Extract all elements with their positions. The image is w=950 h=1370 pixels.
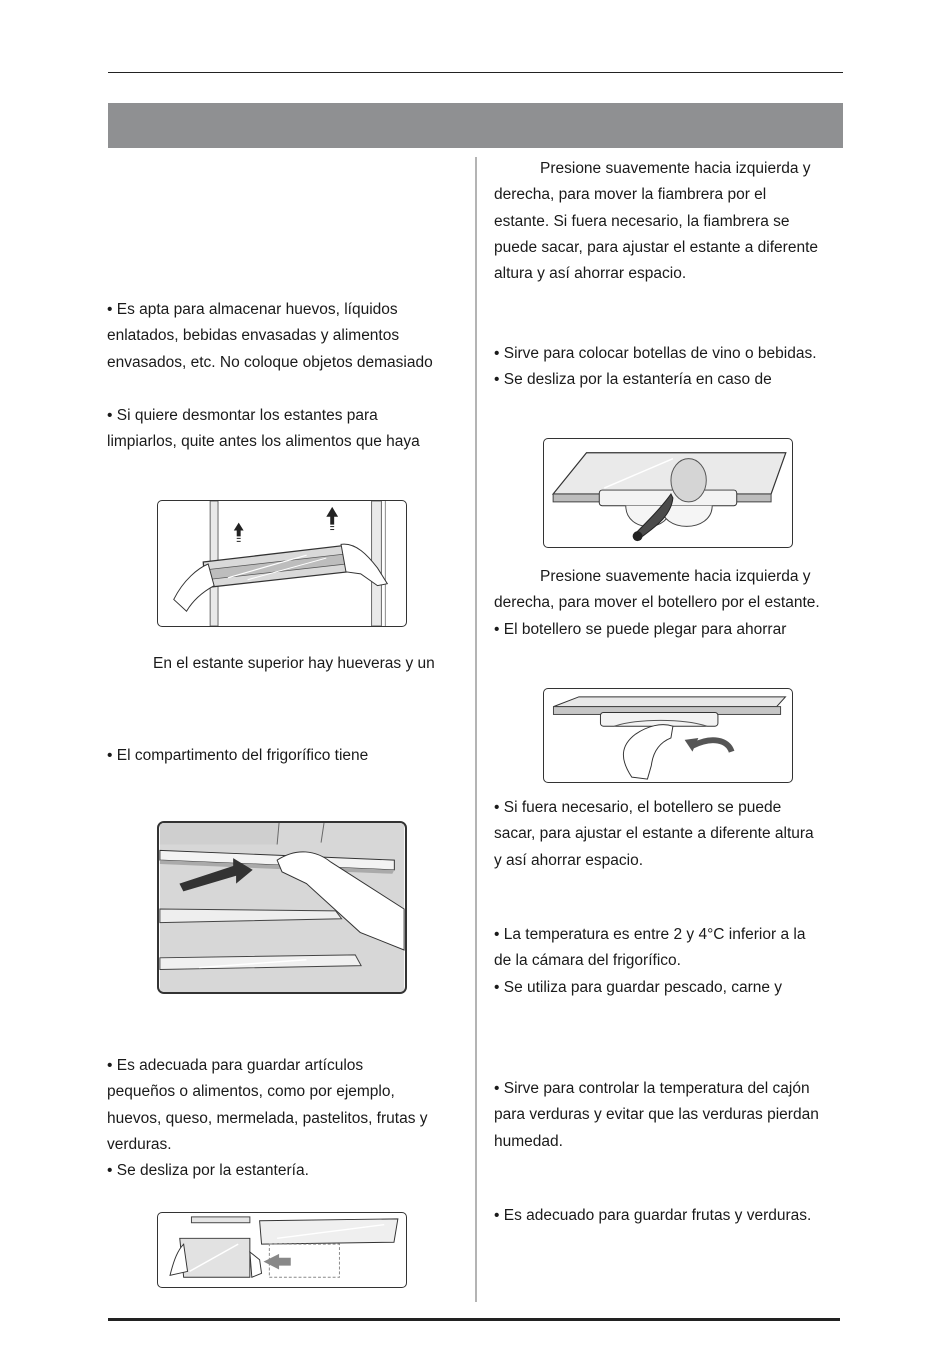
section-header-band bbox=[108, 103, 843, 148]
paragraph-bottle-rack-remove: • Si fuera necesario, el botellero se puede sacar, para ajustar el estante a diferente altura y así ahorrar espacio. bbox=[494, 799, 814, 869]
paragraph-temperature: • La temperatura es entre 2 y 4°C inferior a la de la cámara del frigorífico. • Se utiliza para guardar pescado, carne y bbox=[494, 926, 806, 996]
paragraph-remove-shelves: • Si quiere desmontar los estantes para limpiarlos, quite antes los alimentos que haya bbox=[107, 407, 420, 451]
wine-rack-illustration bbox=[543, 438, 793, 548]
paragraph-wine-rack: • Sirve para colocar botellas de vino o bebidas. • Se desliza por la estantería en caso de bbox=[494, 345, 817, 389]
paragraph-eggs-storage: • Es apta para almacenar huevos, líquidos enlatados, bebidas envasadas y alimentos envasados, etc. No coloque objetos demasiado bbox=[107, 301, 433, 371]
paragraph-humidity: • Sirve para controlar la temperatura del cajón para verduras y evitar que las verduras pierdan humedad. bbox=[494, 1080, 819, 1150]
paragraph-fruits: • Es adecuado para guardar frutas y verduras. bbox=[494, 1207, 812, 1224]
door-shelf-lift-illustration bbox=[157, 500, 407, 627]
paragraph-deli-drawer: Presione suavemente hacia izquierda y derecha, para mover la fiambrera por el estante. Si fuera necesario, la fiambrera se puede sacar, para ajustar el estante a diferente altura y así ahorrar espacio. bbox=[494, 160, 818, 283]
paragraph-small-items: • Es adecuada para guardar artículos pequeños o alimentos, como por ejemplo, huevos, queso, mermelada, pastelitos, frutas y verduras. • Se desliza por la estantería. bbox=[107, 1057, 428, 1180]
drawer-slide-illustration bbox=[157, 1212, 407, 1288]
paragraph-egg-trays: En el estante superior hay hueveras y un bbox=[153, 655, 435, 672]
bottle-rack-fold-illustration bbox=[543, 688, 793, 783]
column-divider bbox=[475, 157, 477, 1302]
paragraph-fridge-compartment: • El compartimento del frigorífico tiene bbox=[107, 747, 369, 764]
glass-shelf-insert-illustration bbox=[157, 821, 407, 994]
top-rule bbox=[108, 72, 843, 73]
bottom-rule bbox=[108, 1318, 840, 1321]
paragraph-bottle-rack-move: Presione suavemente hacia izquierda y derecha, para mover el botellero por el estante. • El botellero se puede plegar para ahorrar bbox=[494, 568, 820, 638]
